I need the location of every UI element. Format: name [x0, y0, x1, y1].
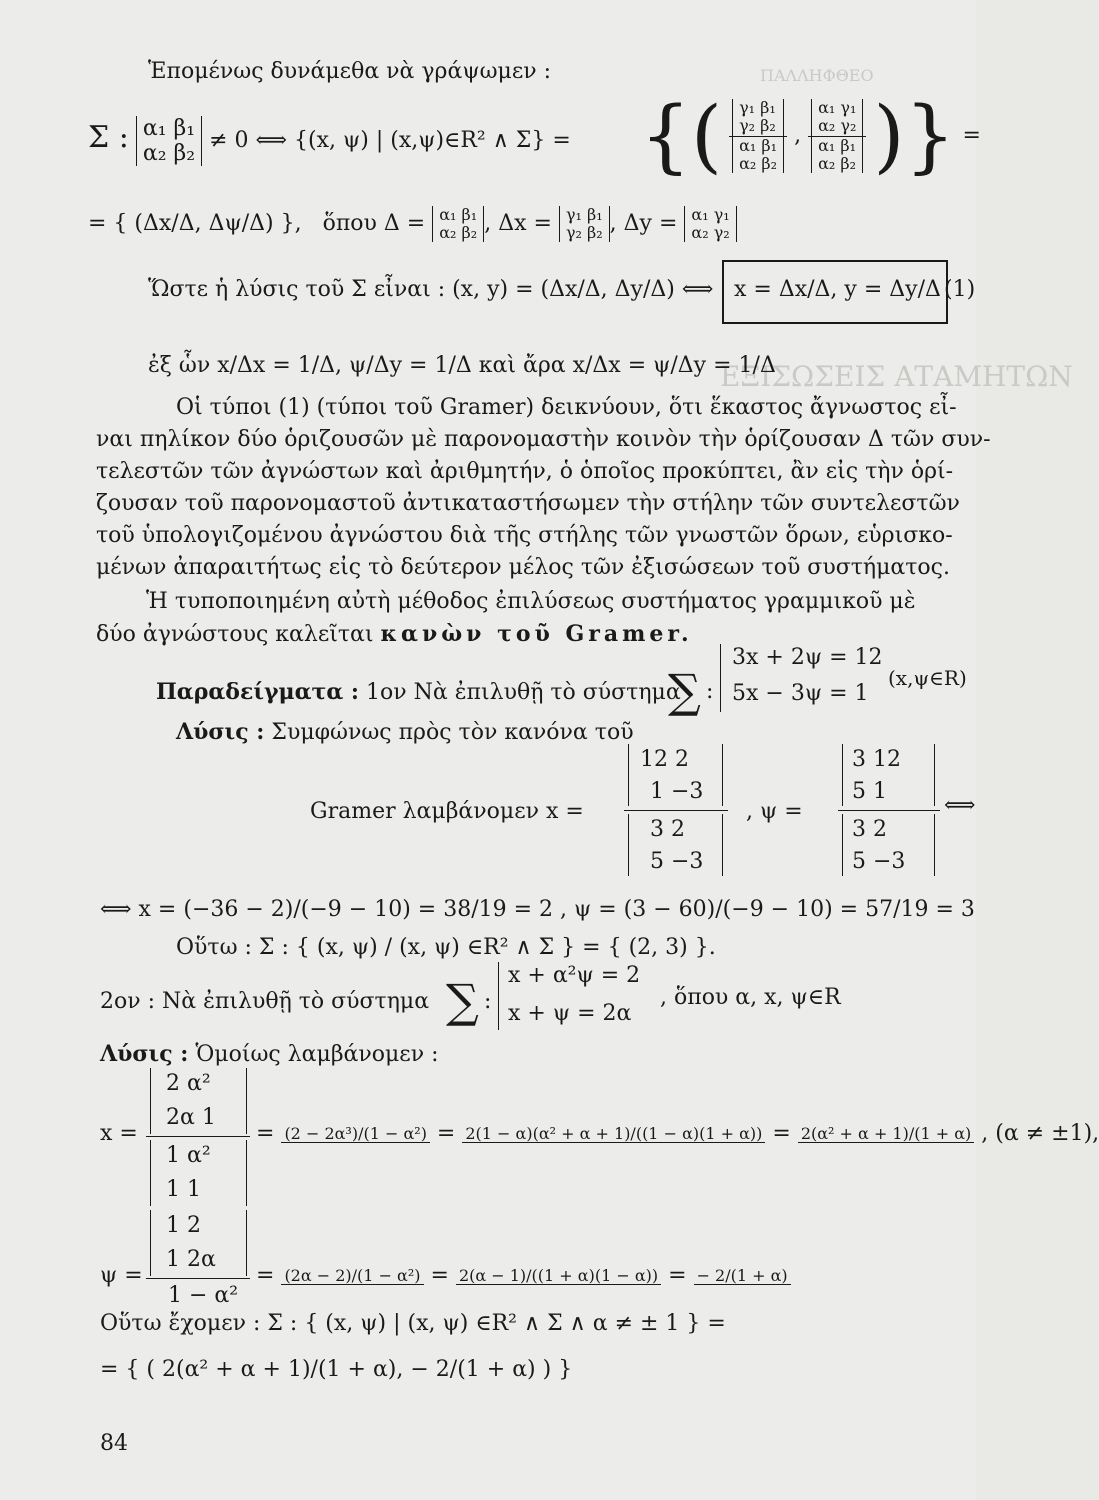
- psi-denominator: 1 − α²: [168, 1283, 239, 1308]
- bleed-through-text: ΠΑΛΛΗΦΘΕΟ: [760, 66, 874, 85]
- calculation-line: ⟺ x = (−36 − 2)/(−9 − 10) = 38/19 = 2 , ψ = (3 − 60)/(−9 − 10) = 57/19 = 3: [100, 897, 975, 922]
- det-bar: [722, 814, 723, 876]
- det-row: 3 2: [650, 817, 685, 842]
- result-line: Οὕτω : Σ : { (x, ψ) / (x, ψ) ∈R² ∧ Σ } = { (2, 3) }.: [176, 935, 716, 960]
- equation: x + α²ψ = 2: [508, 963, 641, 988]
- result-line-2: Οὕτω ἔχομεν : Σ : { (x, ψ) | (x, ψ) ∈R² ∧ Σ ∧ α ≠ ± 1 } =: [100, 1311, 726, 1336]
- paragraph-line: μένων ἀπαραιτήτως εἰς τὸ δεύτερον μέλος τῶν ἐξισώσεων τοῦ συστήματος.: [96, 555, 950, 580]
- det-row: 3 2: [852, 817, 887, 842]
- determinant-delta-x: γ₁ β₁ γ₂ β₂: [559, 206, 610, 243]
- det-bar: [934, 744, 935, 806]
- fraction-bar: [146, 1278, 250, 1279]
- determinant-delta-y: α₁ γ₁ α₂ γ₂: [684, 206, 736, 243]
- paragraph-line: Ἡ τυποποιημένη αὐτὴ μέθοδος ἐπιλύσεως συστήματος γραμμικοῦ μὲ: [146, 589, 916, 614]
- fraction-bar: [146, 1136, 250, 1137]
- det-bar: [150, 1210, 151, 1276]
- equivalence-set: ≠ 0 ⟺ {(x, ψ) | (x,ψ)∈R² ∧ Σ} =: [209, 128, 571, 153]
- domain-note: (x,ψ∈R): [888, 666, 967, 690]
- example-2-line: 2ον : Νὰ ἐπιλυθῇ τὸ σύστημα: [100, 989, 430, 1014]
- bleed-through-text: ΕΞΙΣΩΣΕΙΣ ΑΤΑΜΗΤΩΝ: [720, 360, 1073, 393]
- x-label: x =: [100, 1121, 138, 1146]
- equation: x + ψ = 2α: [508, 1001, 632, 1026]
- header-line: Ἑπομένως δυνάμεθα νὰ γράψωμεν :: [148, 59, 552, 84]
- psi-label-2: ψ =: [100, 1263, 143, 1288]
- det-row: 1 1: [166, 1177, 201, 1202]
- equals-sign: =: [962, 123, 981, 148]
- det-bar: [934, 814, 935, 876]
- solution-line: Λύσις : Συμφώνως πρὸς τὸν κανόνα τοῦ: [176, 719, 634, 745]
- det-bar: [150, 1068, 151, 1134]
- determinant-delta: α₁ β₁ α₂ β₂: [136, 116, 202, 167]
- page-number: 84: [100, 1431, 128, 1456]
- det-row: 2α 1: [166, 1105, 216, 1130]
- colon: :: [484, 989, 492, 1014]
- fraction-x: γ₁ β₁ γ₂ β₂ α₁ β₁ α₂ β₂: [729, 99, 787, 174]
- paragraph-line: Οἱ τύποι (1) (τύποι τοῦ Gramer) δεικνύουν, ὅτι ἕκαστος ἄγνωστος εἶ-: [176, 395, 957, 420]
- det-bar: [722, 744, 723, 806]
- solution-pair-deltas: = { (Δx/Δ, Δψ/Δ) },: [88, 211, 302, 236]
- x-chain: = (2 − 2α³)/(1 − α²) = 2(1 − α)(α² + α + 1)/((1 − α)(1 + α)) = 2(α² + α + 1)/(1 + α) , (α ≠ ±1),: [256, 1121, 1099, 1146]
- paragraph-line: ναι πηλίκον δύο ὁριζουσῶν μὲ παρονομαστὴν κοινὸν τὴν ὁρίζουσαν Δ τῶν συν-: [96, 427, 991, 452]
- det-bar: [628, 744, 629, 806]
- det-row: 1 2α: [166, 1247, 216, 1272]
- det-row: 5 −3: [852, 849, 906, 874]
- solution-line-2: Λύσις : Ὁμοίως λαμβάνομεν :: [100, 1041, 439, 1067]
- condition: , ὅπου α, x, ψ∈R: [660, 985, 841, 1010]
- rule-name: κανὼν τοῦ Gramer.: [380, 621, 693, 647]
- examples-heading: Παραδείγματα :: [156, 679, 360, 705]
- ratio-relations: ἐξ ὧν x/Δx = 1/Δ, ψ/Δy = 1/Δ καὶ ἄρα x/Δx = ψ/Δy = 1/Δ: [148, 353, 776, 378]
- system-bar: [498, 962, 499, 1030]
- det-row: 1 −3: [650, 779, 704, 804]
- psi-label: , ψ =: [746, 799, 803, 824]
- final-solution: = { ( 2(α² + α + 1)/(1 + α), − 2/(1 + α) ) }: [100, 1357, 573, 1382]
- opou-delta: ὅπου Δ =: [322, 211, 426, 236]
- sigma-label: Σ :: [88, 120, 129, 155]
- iff-arrow: ⟺: [944, 793, 976, 818]
- equation: 5x − 3ψ = 1: [732, 681, 869, 706]
- solution-set-pair: {( γ₁ β₁ γ₂ β₂ α₁ β₁ α₂ β₂ , α₁ γ₁ α₂ γ₂ α₁ β₁ α₂ β₂ )} =: [640, 89, 981, 182]
- delta-x-label: Δx =: [498, 211, 552, 236]
- equation-number: (1): [944, 277, 976, 302]
- det-bar: [628, 814, 629, 876]
- solution-statement: Ὥστε ἡ λύσις τοῦ Σ εἶναι : (x, y) = (Δx/Δ, Δy/Δ) ⟺: [148, 277, 714, 302]
- det-bar: [842, 814, 843, 876]
- determinant-delta-2: α₁ β₁ α₂ β₂: [432, 206, 484, 243]
- sum-symbol: ∑: [446, 974, 479, 1028]
- delta-definitions-line: = { (Δx/Δ, Δψ/Δ) }, ὅπου Δ = α₁ β₁ α₂ β₂ , Δx = γ₁ β₁ γ₂ β₂ , Δy = α₁ γ₁ α₂ γ₂: [88, 196, 737, 252]
- det-bar: [246, 1210, 247, 1276]
- det-row: 2 α²: [166, 1071, 211, 1096]
- delta-y-label: Δy =: [623, 211, 678, 236]
- det-bar: [246, 1068, 247, 1134]
- example-1-line: Παραδείγματα : 1ον Νὰ ἐπιλυθῇ τὸ σύστημα: [156, 679, 681, 705]
- equation: 3x + 2ψ = 12: [732, 645, 883, 670]
- sum-symbol: ∑: [668, 664, 701, 718]
- det-bar: [246, 1140, 247, 1206]
- fraction-bar: [624, 810, 728, 811]
- fraction-y: α₁ γ₁ α₂ γ₂ α₁ β₁ α₂ β₂: [808, 99, 866, 174]
- det-row: 5 −3: [650, 849, 704, 874]
- paragraph-line: τελεστῶν τῶν ἀγνώστων καὶ ἀριθμητήν, ὁ ὁποῖος προκύπτει, ἂν εἰς τὴν ὁρί-: [96, 459, 954, 484]
- paragraph-line: ζουσαν τοῦ παρονομαστοῦ ἀντικαταστήσωμεν τὴν στήλην τῶν συντελεστῶν: [96, 491, 960, 516]
- det-row: 1 α²: [166, 1143, 211, 1168]
- det-row: 5 1: [852, 779, 887, 804]
- cramer-formula-box: [722, 260, 948, 324]
- paragraph-line: τοῦ ὑπολογιζομένου ἀγνώστου διὰ τῆς στήλης τῶν γνωστῶν ὅρων, εὑρισκο-: [96, 523, 953, 548]
- colon: :: [706, 679, 714, 704]
- fraction-bar: [838, 810, 940, 811]
- det-row: 1 2: [166, 1213, 201, 1238]
- gramer-x-label: Gramer λαμβάνομεν x =: [310, 799, 584, 824]
- sigma-definition-line: [88, 108, 571, 171]
- paragraph-line: δύο ἀγνώστους καλεῖται κανὼν τοῦ Gramer.: [96, 621, 693, 647]
- system-bar: [720, 644, 721, 712]
- det-bar: [842, 744, 843, 806]
- boxed-formula: x = Δx/Δ, y = Δy/Δ: [734, 277, 941, 302]
- det-row: 3 12: [852, 747, 901, 772]
- det-row: 12 2: [640, 747, 689, 772]
- psi-chain: = (2α − 2)/(1 − α²) = 2(α − 1)/((1 + α)(1 − α)) = − 2/(1 + α): [256, 1262, 791, 1290]
- det-bar: [150, 1140, 151, 1206]
